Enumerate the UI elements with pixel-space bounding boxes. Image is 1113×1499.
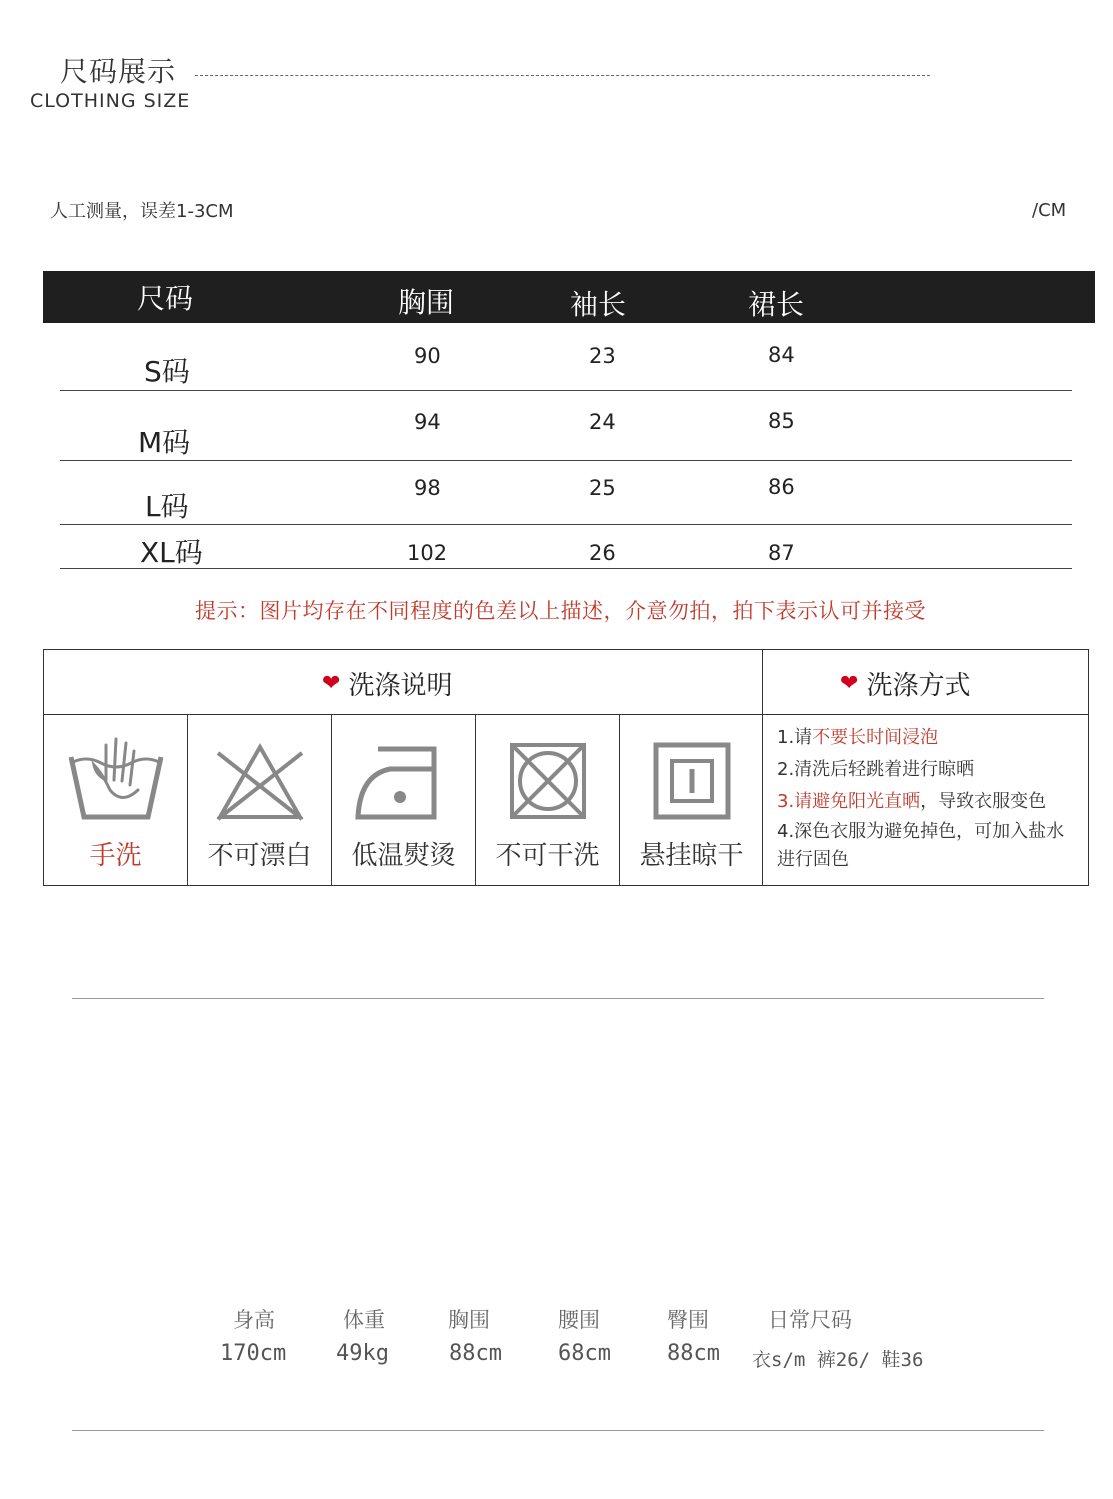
care-symbol — [44, 715, 187, 885]
method-warning: 3.请避免阳光直晒 — [777, 791, 921, 812]
sleeve-cell: 23 — [589, 344, 616, 368]
row-divider — [60, 390, 1072, 391]
chest-cell: 90 — [414, 344, 441, 368]
washing-instructions-title: 洗涤说明 — [348, 671, 453, 701]
no-dry-clean-icon — [498, 735, 598, 825]
model-value-height: 170cm — [220, 1341, 287, 1366]
method-text: 1.请 — [777, 727, 813, 748]
care-label: 手洗 — [89, 841, 142, 871]
model-value-hips: 88cm — [667, 1341, 720, 1366]
size-table-header — [43, 271, 1095, 323]
measurement-note: 人工测量，误差1-3CM — [50, 201, 234, 222]
hand-wash-icon — [66, 735, 166, 825]
page-title: 尺码展示 — [60, 55, 177, 88]
chest-cell: 94 — [414, 410, 441, 434]
length-cell: 84 — [768, 343, 795, 367]
length-cell: 85 — [768, 409, 795, 433]
method-item — [777, 786, 1077, 818]
care-label: 低温熨烫 — [351, 841, 456, 871]
model-label-chest: 胸围 — [448, 1308, 490, 1332]
method-warning: 不要长时间浸泡 — [812, 727, 939, 748]
washing-method-header — [840, 665, 970, 702]
care-label: 不可漂白 — [207, 841, 312, 871]
model-value-weight: 49kg — [336, 1341, 389, 1366]
sleeve-cell: 26 — [589, 541, 616, 565]
model-value-chest: 88cm — [449, 1341, 502, 1366]
color-difference-tip: 提示：图片均存在不同程度的色差以上描述，介意勿拍，拍下表示认可并接受 — [195, 599, 926, 623]
chest-cell: 98 — [414, 476, 441, 500]
header-chest: 胸围 — [398, 286, 455, 319]
title-divider — [195, 75, 930, 76]
heart-icon: ❤ — [322, 671, 341, 696]
no-bleach-icon — [210, 735, 310, 825]
care-symbol — [332, 715, 475, 885]
size-cell: L码 — [145, 490, 189, 523]
care-label: 不可干洗 — [495, 841, 600, 871]
method-item — [777, 818, 1077, 874]
row-divider — [60, 568, 1072, 569]
length-cell: 86 — [768, 475, 795, 499]
hang-dry-icon — [642, 735, 742, 825]
model-label-daily-size: 日常尺码 — [768, 1308, 852, 1332]
care-symbol — [476, 715, 619, 885]
heart-icon: ❤ — [840, 671, 859, 696]
header-size: 尺码 — [137, 282, 194, 315]
sleeve-cell: 25 — [589, 476, 616, 500]
length-cell: 87 — [768, 541, 795, 565]
method-text: 2.清洗后轻跳着进行晾晒 — [777, 759, 975, 780]
section-divider — [72, 1430, 1044, 1431]
model-value-daily-size: 衣s/m 裤26/ 鞋36 — [752, 1349, 924, 1371]
model-value-waist: 68cm — [558, 1341, 611, 1366]
unit-label: /CM — [1032, 200, 1067, 221]
header-length: 裙长 — [748, 288, 805, 321]
care-symbol — [620, 715, 763, 885]
page-subtitle: CLOTHING SIZE — [30, 90, 191, 112]
model-label-waist: 腰围 — [558, 1308, 600, 1332]
model-label-weight: 体重 — [343, 1308, 385, 1332]
size-cell: M码 — [138, 426, 191, 459]
row-divider — [60, 460, 1072, 461]
model-label-height: 身高 — [233, 1308, 275, 1332]
chest-cell: 102 — [407, 541, 448, 565]
washing-method-list — [777, 722, 1077, 874]
section-divider — [72, 998, 1044, 999]
row-divider — [60, 524, 1072, 525]
method-item — [777, 722, 1077, 754]
size-cell: XL码 — [140, 536, 203, 569]
low-iron-icon — [350, 735, 460, 825]
size-cell: S码 — [144, 355, 190, 388]
method-item — [777, 754, 1077, 786]
care-symbol — [188, 715, 331, 885]
method-text: 4.深色衣服为避免掉色，可加入盐水进行固色 — [777, 821, 1065, 870]
washing-table — [43, 649, 1089, 886]
sleeve-cell: 24 — [589, 410, 616, 434]
washing-method-title: 洗涤方式 — [866, 671, 971, 701]
washing-instructions-header — [322, 665, 452, 702]
method-text: ，导致衣服变色 — [920, 791, 1047, 812]
header-sleeve: 袖长 — [570, 288, 627, 321]
model-label-hips: 臀围 — [667, 1308, 709, 1332]
care-label: 悬挂晾干 — [639, 841, 744, 871]
